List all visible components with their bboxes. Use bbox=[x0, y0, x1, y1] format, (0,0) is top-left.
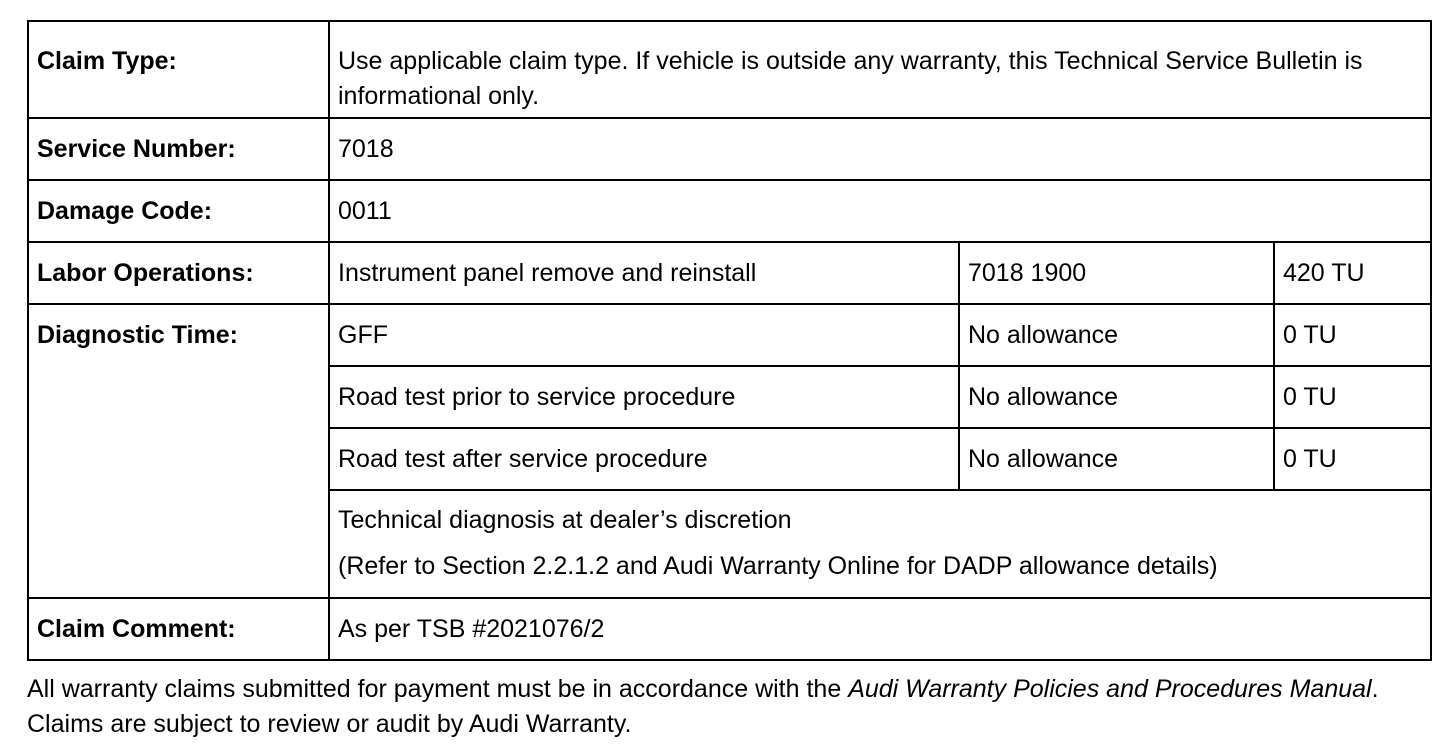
diagnostic-item-time: 0 TU bbox=[1274, 366, 1431, 428]
labor-operation-time: 420 TU bbox=[1274, 242, 1431, 304]
dadp-reference-line: (Refer to Section 2.2.1.2 and Audi Warranty Online for DADP allowance details) bbox=[338, 552, 1218, 580]
diagnostic-item-description: GFF bbox=[329, 304, 959, 366]
diagnostic-time-label: Diagnostic Time: bbox=[28, 304, 329, 598]
claim-type-row bbox=[28, 21, 1431, 118]
diagnostic-item-allowance: No allowance bbox=[959, 428, 1274, 490]
service-number-row bbox=[28, 118, 1431, 180]
disclaimer-text-start: All warranty claims submitted for payment must be in accordance with the bbox=[27, 675, 849, 703]
diagnostic-row bbox=[28, 304, 1431, 366]
damage-code-row bbox=[28, 180, 1431, 242]
service-number-value: 7018 bbox=[329, 118, 1431, 180]
labor-operations-row bbox=[28, 242, 1431, 304]
disclaimer-text-end: . Claims are subject to review or audit by Audi Warranty. bbox=[27, 675, 1379, 738]
labor-operation-description: Instrument panel remove and reinstall bbox=[329, 242, 959, 304]
claim-comment-row bbox=[28, 598, 1431, 660]
claim-type-value: Use applicable claim type. If vehicle is outside any warranty, this Technical Service Bulletin is informational only. bbox=[329, 21, 1431, 118]
labor-operations-label: Labor Operations: bbox=[28, 242, 329, 304]
claim-comment-value: As per TSB #2021076/2 bbox=[329, 598, 1431, 660]
claim-type-label: Claim Type: bbox=[28, 21, 329, 118]
damage-code-value: 0011 bbox=[329, 180, 1431, 242]
warranty-disclaimer bbox=[27, 672, 1437, 742]
warranty-manual-title: Audi Warranty Policies and Procedures Manual bbox=[848, 675, 1372, 703]
technical-diagnosis-note bbox=[329, 490, 1431, 598]
service-number-label: Service Number: bbox=[28, 118, 329, 180]
warranty-claim-table bbox=[27, 20, 1432, 661]
technical-diagnosis-line: Technical diagnosis at dealer’s discretion bbox=[338, 506, 792, 534]
diagnostic-item-time: 0 TU bbox=[1274, 428, 1431, 490]
damage-code-label: Damage Code: bbox=[28, 180, 329, 242]
claim-comment-label: Claim Comment: bbox=[28, 598, 329, 660]
diagnostic-item-allowance: No allowance bbox=[959, 366, 1274, 428]
diagnostic-item-description: Road test after service procedure bbox=[329, 428, 959, 490]
diagnostic-item-time: 0 TU bbox=[1274, 304, 1431, 366]
diagnostic-item-allowance: No allowance bbox=[959, 304, 1274, 366]
labor-operation-code: 7018 1900 bbox=[959, 242, 1274, 304]
diagnostic-item-description: Road test prior to service procedure bbox=[329, 366, 959, 428]
